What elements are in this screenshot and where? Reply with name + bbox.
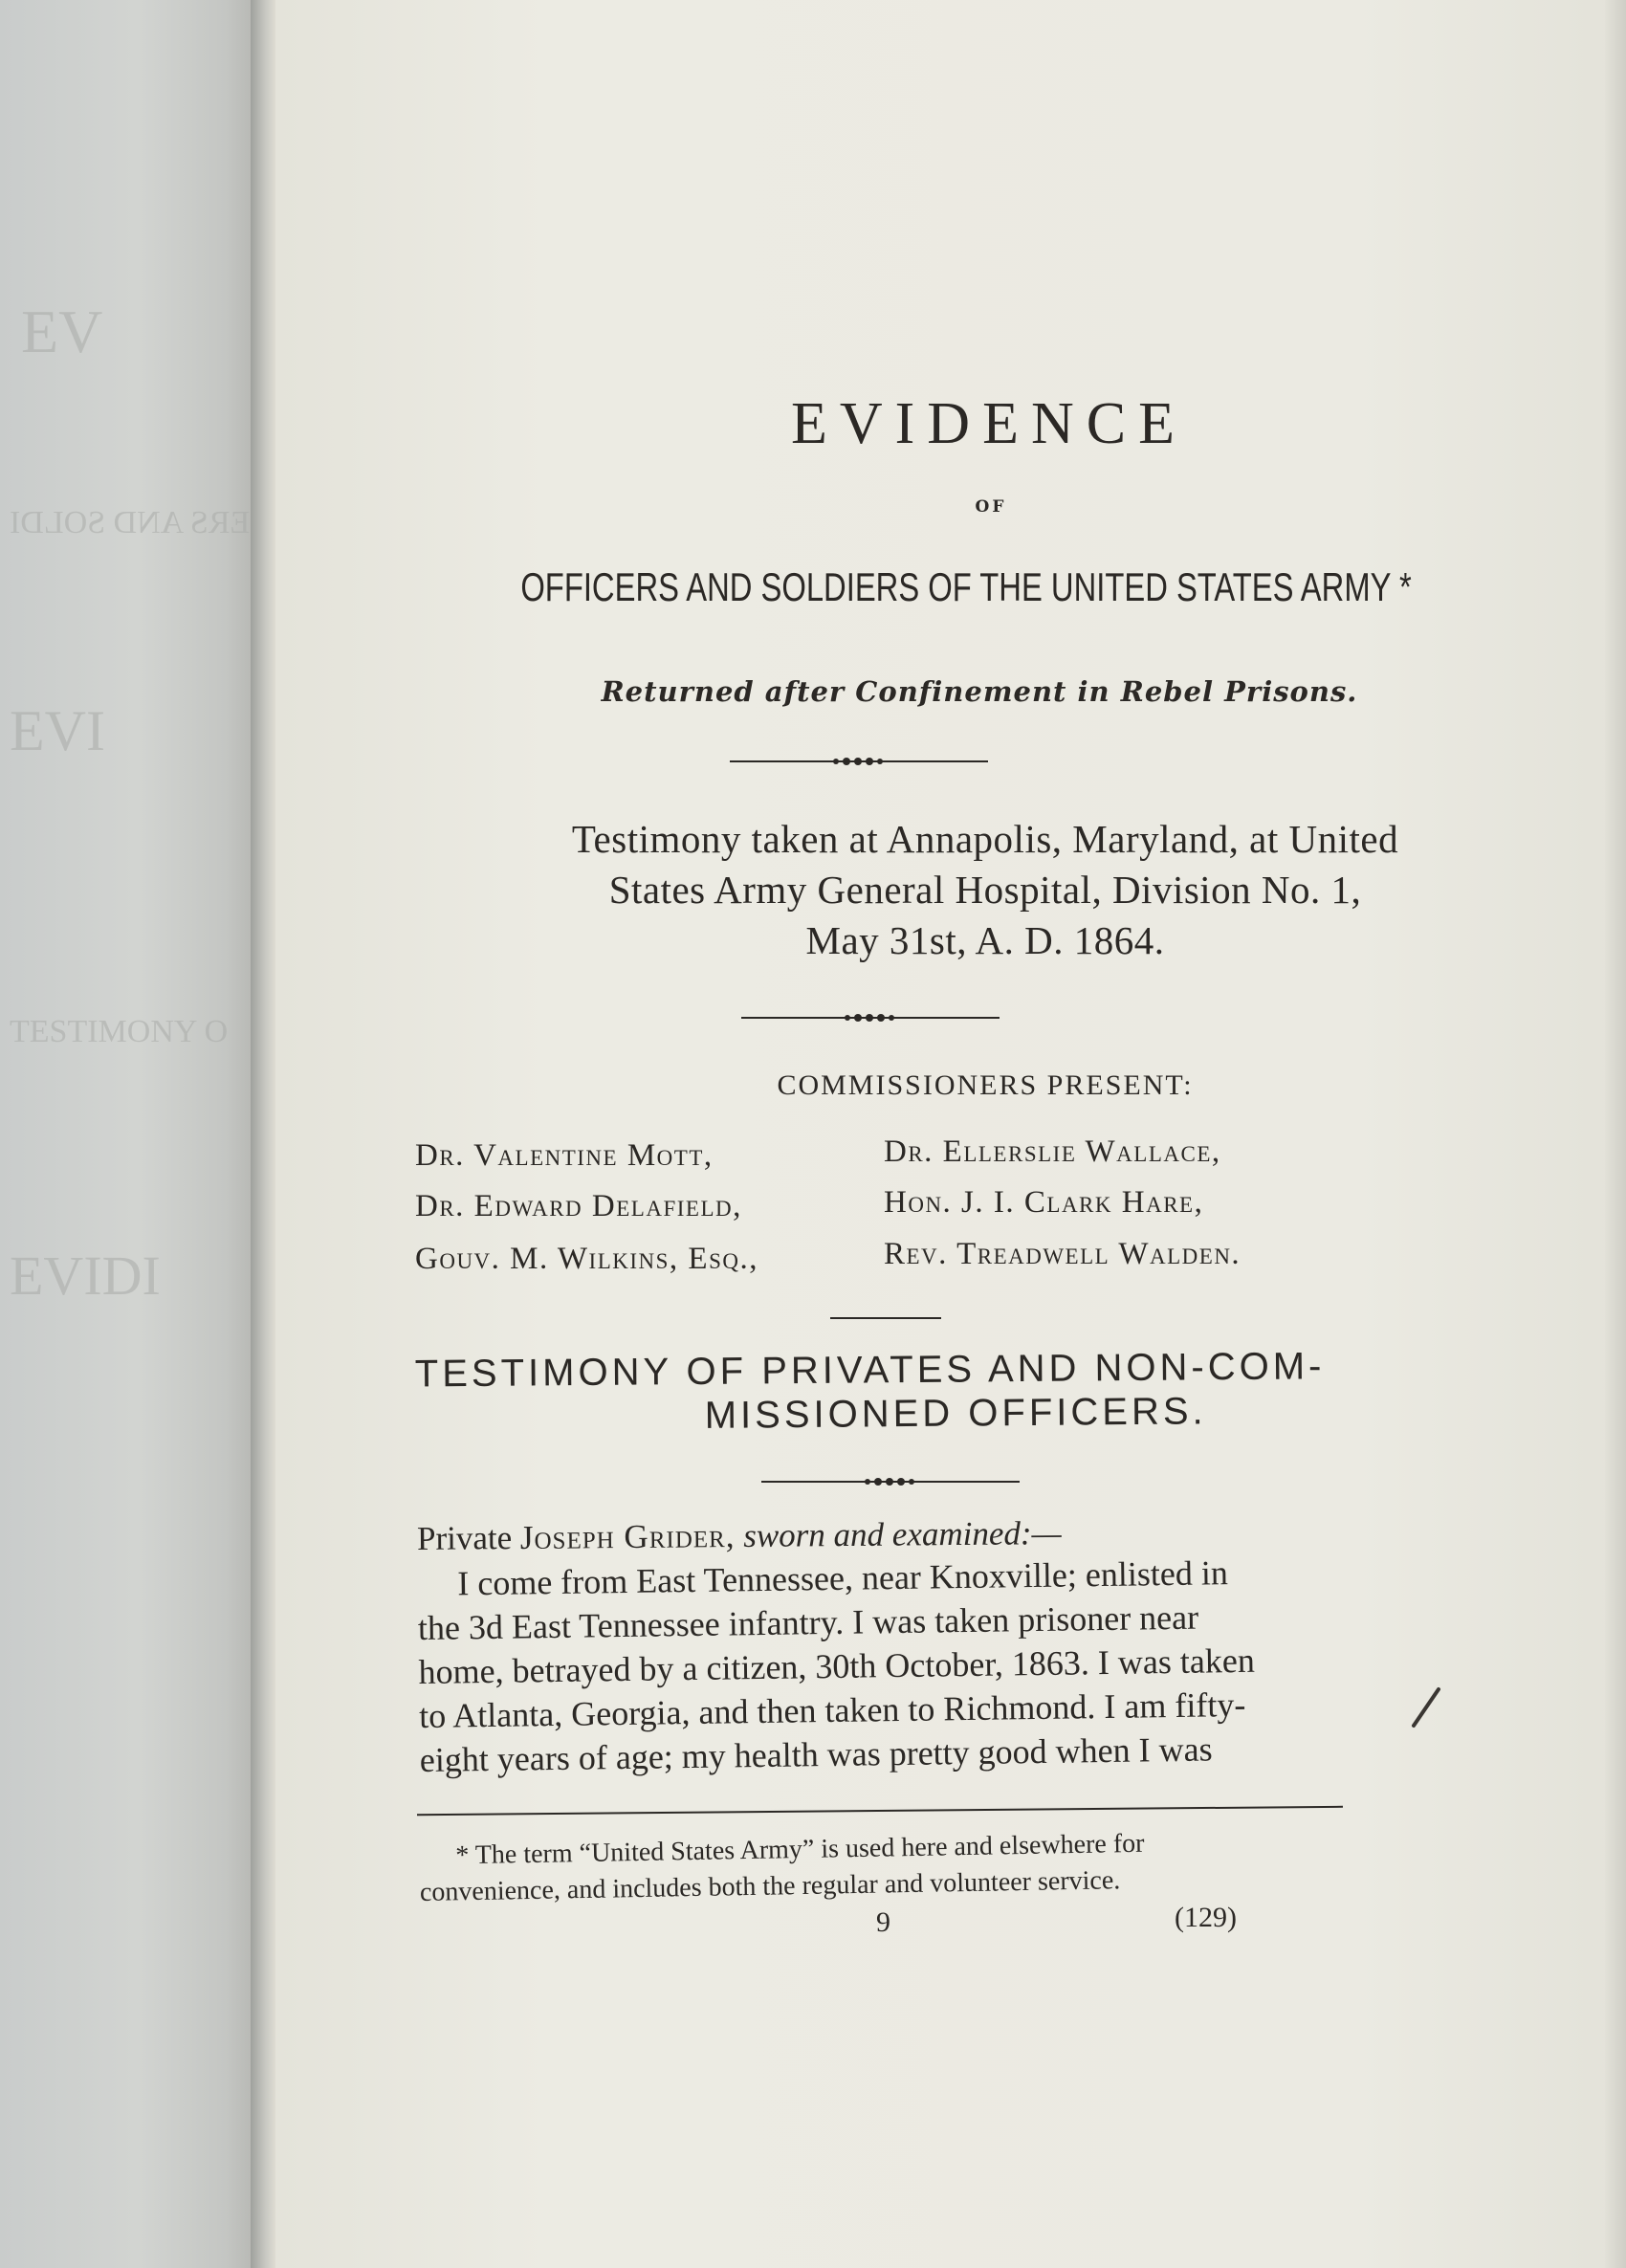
section-rule: [830, 1317, 941, 1319]
pencil-mark-icon: [1406, 1684, 1444, 1731]
facing-page-bleed-4: TESTIMONY O: [10, 1014, 229, 1049]
section-heading-line: MISSIONED OFFICERS.: [704, 1390, 1207, 1437]
book-page: [275, 0, 1626, 2268]
body-line: eight years of age; my health was pretty good when I was: [419, 1729, 1213, 1779]
footnote-line: * The term “United States Army” is used here and elsewhere for: [455, 1828, 1145, 1871]
section-heading: [415, 1341, 1626, 1440]
witness-name: Joseph Grider,: [519, 1517, 736, 1556]
footnote-rule: [417, 1806, 1343, 1816]
footnote: [419, 1826, 1145, 1911]
body-line: I come from East Tennessee, near Knoxville; enlisted in: [457, 1553, 1229, 1603]
section-heading-line: TESTIMONY OF PRIVATES AND NON-COM-: [414, 1345, 1326, 1396]
title-connector: OF: [975, 497, 1007, 517]
testimony-body: [417, 1549, 1357, 1782]
commissioner-name: Dr. Ellerslie Wallace,: [884, 1134, 1221, 1169]
body-line: to Atlanta, Georgia, and then taken to Richmond. I am fifty-: [418, 1684, 1246, 1735]
book-gutter: [251, 0, 275, 2268]
facing-page: [0, 0, 251, 2268]
page-subtitle: OFFICERS AND SOLDIERS OF THE UNITED STATES ARMY *: [520, 564, 1412, 609]
body-line: home, betrayed by a citizen, 30th October, 1863. I was taken: [418, 1640, 1256, 1691]
facing-page-bleed-2: ERS AND SOLDI: [10, 505, 251, 540]
witness-rank: Private: [416, 1518, 521, 1557]
commissioner-name: Rev. Treadwell Walden.: [884, 1237, 1241, 1271]
ornamental-rule: [741, 1012, 1000, 1024]
commissioners-heading: COMMISSIONERS PRESENT:: [777, 1069, 1194, 1101]
facing-page-bleed-3: EVI: [10, 699, 105, 762]
italic-subheading: Returned after Confinement in Rebel Prisons.: [601, 675, 1358, 708]
commissioner-name: Dr. Valentine Mott,: [415, 1138, 714, 1173]
witness-line: [417, 1514, 1062, 1558]
commissioner-name: Gouv. M. Wilkins, Esq.,: [415, 1242, 758, 1276]
testimony-line: Testimony taken at Annapolis, Maryland, at United: [571, 817, 1399, 861]
facing-page-bleed-5: EVIDI: [10, 1244, 161, 1307]
footnote-line: convenience, and includes both the regular and volunteer service.: [419, 1865, 1121, 1907]
testimony-date-block: [275, 814, 1626, 966]
page-title: EVIDENCE: [791, 391, 1187, 456]
page-edge: [1605, 0, 1626, 2268]
testimony-line: May 31st, A. D. 1864.: [805, 918, 1165, 962]
body-line: the 3d East Tennessee infantry. I was taken prisoner near: [417, 1597, 1199, 1647]
ornamental-rule: [761, 1476, 1020, 1487]
page-number: (129): [1175, 1902, 1237, 1933]
signature-mark: 9: [876, 1906, 890, 1938]
ornamental-rule: [730, 756, 988, 767]
witness-oath: sworn and examined:—: [735, 1514, 1062, 1555]
testimony-line: States Army General Hospital, Division No. 1,: [608, 868, 1362, 912]
facing-page-bleed-1: EV: [21, 297, 103, 365]
commissioner-name: Dr. Edward Delafield,: [415, 1189, 742, 1223]
commissioner-name: Hon. J. I. Clark Hare,: [884, 1185, 1204, 1220]
